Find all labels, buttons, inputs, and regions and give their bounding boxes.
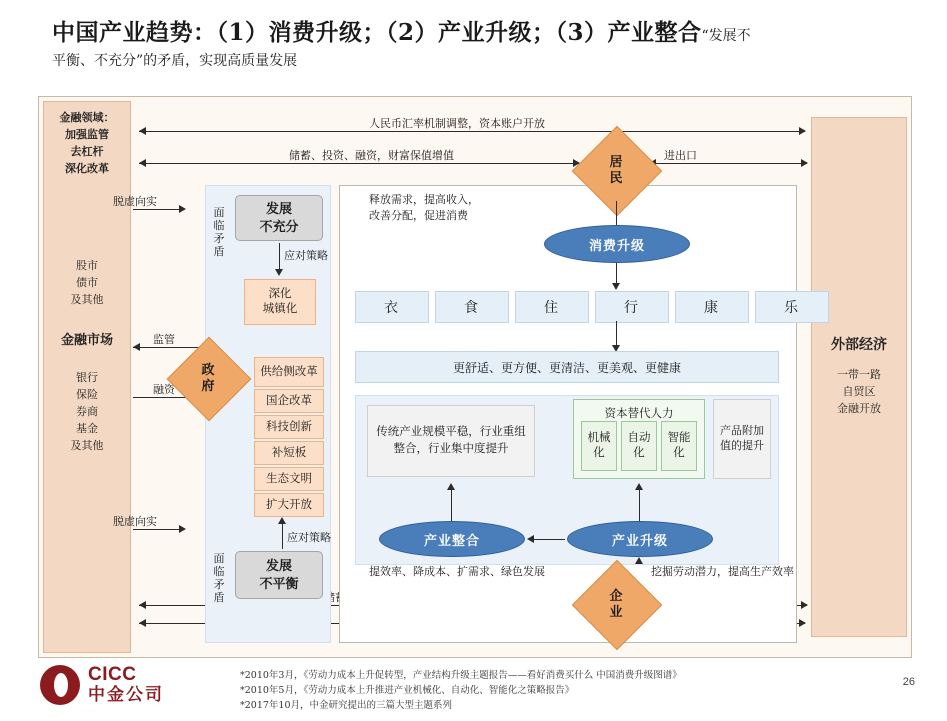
category-item[interactable]: 行 bbox=[595, 291, 669, 323]
arrow-consolidation-up bbox=[447, 483, 455, 490]
cicc-logo-icon bbox=[40, 665, 80, 705]
left-panel-top-line-2: 去杠杆 bbox=[70, 146, 104, 158]
product-value-box bbox=[713, 399, 771, 479]
label-supervision: 监管 bbox=[153, 334, 175, 346]
node-urbanization-line1: 深化 bbox=[268, 288, 292, 300]
arrow-fx-bottom-right bbox=[799, 619, 806, 627]
node-government[interactable] bbox=[179, 349, 237, 407]
industry-consolidation-label: 产业整合 bbox=[423, 532, 480, 548]
line-unbalanced-to-policy bbox=[282, 521, 283, 549]
left-panel-bottom-line-4: 基金 bbox=[76, 423, 98, 435]
title-main: 中国产业趋势：（1）消费升级；（2）产业升级；（3）产业整合 bbox=[52, 19, 702, 46]
residents-label: 居 民 bbox=[609, 154, 623, 185]
left-panel-top-title: 金融领域： bbox=[59, 112, 115, 124]
line-insufficient-to-urbanization bbox=[279, 243, 280, 271]
left-panel-top-line-1: 加强监管 bbox=[65, 129, 109, 141]
consumption-upgrade-label: 消费升级 bbox=[588, 237, 645, 253]
label-labor-potential: 挖掘劳动潜力，提高生产效率 bbox=[651, 566, 794, 578]
left-panel-bottom-line-3: 券商 bbox=[76, 406, 98, 418]
right-panel-title: 外部经济 bbox=[831, 336, 887, 352]
arrow-unbalanced-to-policy bbox=[278, 517, 286, 524]
node-urbanization-line2: 城镇化 bbox=[262, 303, 298, 315]
capital-item-mechanization[interactable]: 机械 化 bbox=[581, 421, 617, 471]
node-development-insufficient-line2: 不充分 bbox=[259, 219, 299, 234]
node-development-insufficient[interactable] bbox=[235, 195, 323, 241]
policy-item-3[interactable]: 补短板 bbox=[254, 441, 324, 465]
left-panel-mid-line-2: 债市 bbox=[76, 277, 98, 289]
left-panel-bottom-line-5: 及其他 bbox=[70, 440, 104, 452]
page-number: 26 bbox=[902, 676, 915, 688]
left-panel-top-line-3: 深化改革 bbox=[65, 163, 109, 175]
arrow-supervision bbox=[133, 343, 140, 351]
line-categories-to-benefit bbox=[616, 321, 617, 347]
label-financing: 融资 bbox=[153, 384, 175, 396]
arrow-upgrade-up bbox=[635, 483, 643, 490]
category-item[interactable]: 住 bbox=[515, 291, 589, 323]
logo-en: CICC bbox=[88, 664, 137, 685]
arrow-insufficient-to-urbanization bbox=[275, 269, 283, 276]
line-xu-shi-top bbox=[133, 209, 183, 210]
node-consumption-upgrade[interactable] bbox=[544, 225, 690, 263]
title-quote: “发展不 bbox=[701, 28, 751, 44]
title-line2: 平衡、不充分”的矛盾，实现高质量发展 bbox=[52, 53, 298, 69]
policy-item-0[interactable]: 供给侧改革 bbox=[254, 357, 324, 387]
line-upgrade-up bbox=[639, 489, 640, 523]
label-xu-shi-bottom: 脱虚向实 bbox=[113, 516, 157, 528]
arrow-fx-top-left bbox=[139, 127, 146, 135]
arrow-savings-bottom-left bbox=[139, 601, 146, 609]
line-import-export bbox=[649, 163, 807, 164]
left-panel-bottom-line-2: 保险 bbox=[76, 389, 98, 401]
node-residents[interactable] bbox=[585, 139, 647, 201]
category-item[interactable]: 食 bbox=[435, 291, 509, 323]
left-panel-title: 金融市场 bbox=[60, 332, 113, 347]
line-consumption-to-categories bbox=[616, 263, 617, 285]
line-fx-top bbox=[139, 131, 805, 132]
node-industry-upgrade[interactable] bbox=[567, 521, 713, 557]
category-item[interactable]: 衣 bbox=[355, 291, 429, 323]
label-savings-top: 储蓄、投资、融资，财富保值增值 bbox=[289, 150, 454, 162]
consumption-benefit-bar bbox=[355, 351, 779, 383]
arrow-upgrade-to-consolidation bbox=[527, 535, 534, 543]
label-xu-shi-top: 脱虚向实 bbox=[113, 196, 157, 208]
label-import-export: 进出口 bbox=[664, 150, 697, 162]
enterprise-label: 企 业 bbox=[609, 588, 623, 619]
category-item[interactable]: 康 bbox=[675, 291, 749, 323]
arrow-fx-top-right bbox=[799, 127, 806, 135]
right-panel-external-economy bbox=[811, 117, 907, 637]
line-xu-shi-bottom bbox=[133, 529, 183, 530]
footnote-1: *2010年3月，《劳动力成本上升促转型，产业结构升级主题报告——看好消费买什么 中国消费升级图谱》 bbox=[240, 670, 682, 681]
left-panel-financial bbox=[43, 101, 131, 653]
industry-consolidation-text: 传统产业规模平稳，行业重组整合，行业集中度提升 bbox=[376, 426, 526, 455]
node-urbanization[interactable] bbox=[244, 279, 316, 325]
label-strategy-top: 应对策略 bbox=[284, 250, 328, 262]
arrow-fx-bottom-left bbox=[139, 619, 146, 627]
label-release-demand-2: 改善分配，促进消费 bbox=[369, 210, 468, 222]
industry-consolidation-description bbox=[367, 405, 535, 477]
policy-item-2[interactable]: 科技创新 bbox=[254, 415, 324, 439]
footnote-3: *2017年10月，中金研究提出的三篇大型主题系列 bbox=[240, 700, 453, 711]
logo bbox=[40, 660, 220, 710]
right-panel-line-3: 金融开放 bbox=[837, 403, 881, 415]
label-fx-top: 人民币汇率机制调整，资本账户开放 bbox=[369, 118, 545, 130]
node-development-unbalanced[interactable] bbox=[235, 551, 323, 599]
arrow-consumption-to-categories bbox=[612, 283, 620, 290]
right-panel-line-1: 一带一路 bbox=[837, 369, 881, 381]
consumption-benefit-label: 更舒适、更方便、更清洁、更美观、更健康 bbox=[452, 360, 681, 375]
page-title bbox=[52, 18, 922, 72]
arrow-enterprise-to-upgrade bbox=[635, 557, 643, 564]
government-label: 政 府 bbox=[201, 362, 215, 393]
label-facing-contradiction-bottom: 面临矛盾 bbox=[213, 553, 225, 604]
label-release-demand-1: 释放需求，提高收入， bbox=[369, 194, 479, 206]
footnote-2: *2010年5月，《劳动力成本上升推进产业机械化、自动化、智能化之策略报告》 bbox=[240, 685, 575, 696]
node-industry-consolidation[interactable] bbox=[379, 521, 525, 557]
line-upgrade-to-consolidation bbox=[531, 539, 565, 540]
left-panel-mid-line-1: 股市 bbox=[76, 260, 98, 272]
policy-item-4[interactable]: 生态文明 bbox=[254, 467, 324, 491]
policy-item-1[interactable]: 国企改革 bbox=[254, 389, 324, 413]
product-value-label: 产品附加值的提升 bbox=[720, 425, 764, 452]
logo-text bbox=[88, 665, 164, 705]
capital-replaces-labor-title: 资本替代人力 bbox=[604, 408, 674, 420]
arrow-xu-shi-top bbox=[179, 205, 186, 213]
node-development-insufficient-line1: 发展 bbox=[265, 201, 292, 216]
left-panel-bottom-line-1: 银行 bbox=[76, 372, 98, 384]
consumption-category-row bbox=[355, 291, 829, 323]
node-enterprise[interactable] bbox=[585, 573, 647, 635]
category-item[interactable]: 乐 bbox=[755, 291, 829, 323]
policy-item-5[interactable]: 扩大开放 bbox=[254, 493, 324, 517]
arrow-export-upgrade-right bbox=[801, 601, 808, 609]
label-facing-contradiction-top: 面临矛盾 bbox=[213, 207, 225, 258]
label-efficiency: 提效率、降成本、扩需求、绿色发展 bbox=[369, 566, 545, 578]
line-savings-top bbox=[139, 163, 579, 164]
node-development-unbalanced-line2: 不平衡 bbox=[259, 576, 299, 591]
industry-upgrade-label: 产业升级 bbox=[611, 532, 668, 548]
arrow-savings-top-left bbox=[139, 159, 146, 167]
footnotes bbox=[240, 668, 840, 713]
arrow-xu-shi-bottom bbox=[179, 525, 186, 533]
diagram-canvas bbox=[38, 96, 912, 658]
logo-cn: 中金公司 bbox=[88, 685, 164, 704]
label-strategy-bottom: 应对策略 bbox=[287, 532, 331, 544]
left-panel-mid-line-3: 及其他 bbox=[70, 294, 104, 306]
line-consolidation-up bbox=[451, 489, 452, 523]
right-panel-line-2: 自贸区 bbox=[842, 386, 876, 398]
capital-item-automation[interactable]: 自动 化 bbox=[621, 421, 657, 471]
node-development-unbalanced-line1: 发展 bbox=[265, 558, 292, 573]
capital-item-intelligence[interactable]: 智能 化 bbox=[661, 421, 697, 471]
arrow-import-export-right bbox=[801, 159, 808, 167]
